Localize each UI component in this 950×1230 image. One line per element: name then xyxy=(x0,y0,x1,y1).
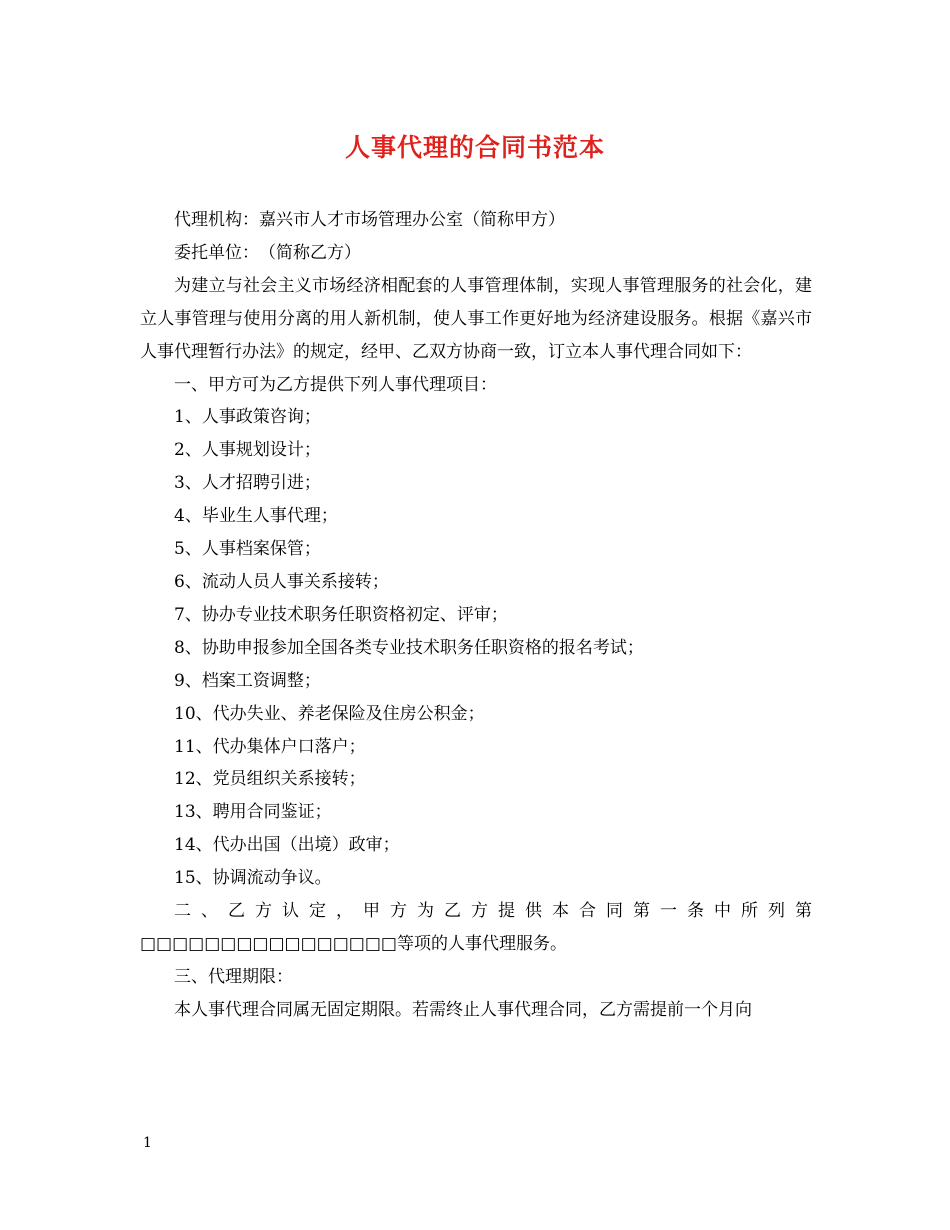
list-item: 13、聘用合同鉴证； xyxy=(174,802,332,823)
list-item: 12、党员组织关系接转； xyxy=(174,769,366,790)
page-number: 1 xyxy=(143,1135,152,1151)
list-item: 1、人事政策咨询； xyxy=(174,407,321,428)
document-body xyxy=(140,204,812,1027)
list-item: 11、代办集体户口落户； xyxy=(174,736,366,757)
document-title: 人事代理的合同书范本 xyxy=(344,133,605,162)
list-item: 9、档案工资调整； xyxy=(174,670,321,691)
list-item: 3、人才招聘引进； xyxy=(174,473,321,494)
paragraph: 代理机构：嘉兴市人才市场管理办公室（简称甲方） xyxy=(174,210,565,230)
list-item: 10、代办失业、养老保险及住房公积金； xyxy=(174,703,485,724)
paragraph: 委托单位： （简称乙方） xyxy=(174,242,361,263)
section-heading: 三、代理期限： xyxy=(174,966,293,987)
paragraph: 二、乙方认定，甲方为乙方提供本合同第一条中所列第□□□□□□□□□□□□□□□□等项的人事代理服务。 xyxy=(140,901,812,954)
paragraph: 一、甲方可为乙方提供下列人事代理项目： xyxy=(174,374,497,395)
list-item: 2、人事规划设计； xyxy=(174,440,321,461)
list-item: 8、协助申报参加全国各类专业技术职务任职资格的报名考试； xyxy=(174,637,644,658)
paragraph: 为建立与社会主义市场经济相配套的人事管理体制，实现人事管理服务的社会化，建立人事管理与使用分离的用人新机制，使人事工作更好地为经济建设服务。根据《嘉兴市人事代理暂行办法》的规定，经甲、乙双方协商一致，订立本人事代理合同如下： xyxy=(140,275,812,362)
list-item: 7、协办专业技术职务任职资格初定、评审； xyxy=(174,604,508,625)
list-item: 5、人事档案保管； xyxy=(174,539,321,560)
list-item: 6、流动人员人事关系接转； xyxy=(174,571,389,592)
list-item: 4、毕业生人事代理； xyxy=(174,506,338,527)
list-item: 14、代办出国（出境）政审； xyxy=(174,835,400,856)
list-item: 15、协调流动争议。 xyxy=(174,868,332,889)
paragraph: 本人事代理合同属无固定期限。若需终止人事代理合同，乙方需提前一个月向 xyxy=(174,999,752,1020)
